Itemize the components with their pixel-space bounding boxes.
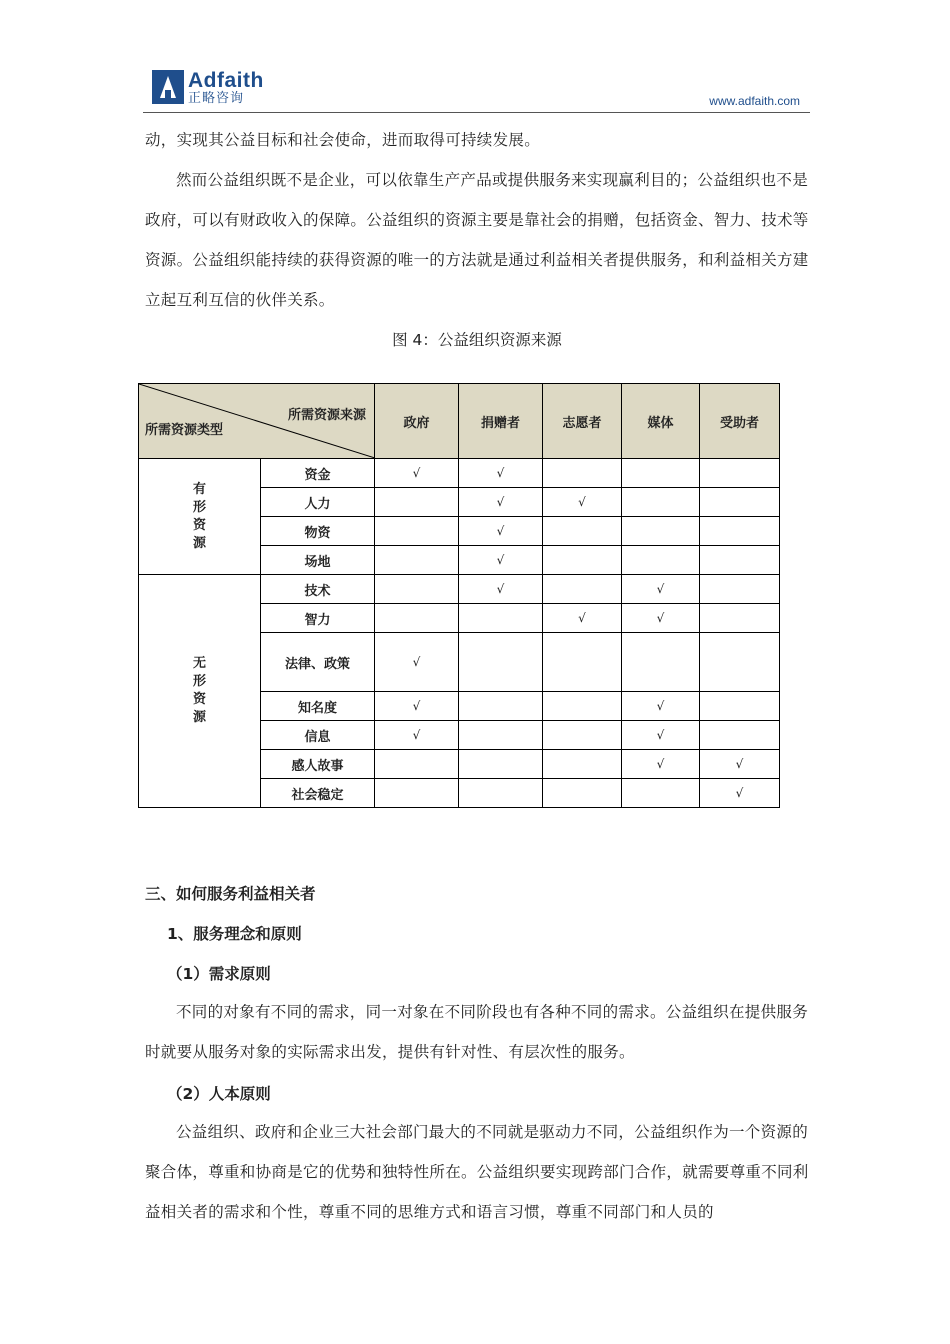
principle-heading-2: （2）人本原则 [167,1085,271,1103]
check-cell: √ [459,488,543,517]
check-cell [375,575,459,604]
group-label-text: 无形资源 [192,656,206,725]
row-label: 社会稳定 [261,779,375,808]
table-row [139,459,780,488]
check-cell [700,692,780,721]
resource-table [138,383,780,808]
row-label: 感人故事 [261,750,375,779]
check-cell [700,633,780,692]
subsection-heading: 1、服务理念和原则 [167,925,302,943]
row-label: 物资 [261,517,375,546]
check-cell: √ [375,721,459,750]
check-cell [622,546,700,575]
paragraph-3: 不同的对象有不同的需求，同一对象在不同阶段也有各种不同的需求。公益组织在提供服务时就要从服务对象的实际需求出发，提供有针对性、有层次性的服务。 [145,1003,809,1061]
check-cell: √ [375,633,459,692]
website-link[interactable]: www.adfaith.com [709,94,800,108]
check-cell [622,633,700,692]
check-cell [700,604,780,633]
check-cell [700,546,780,575]
check-cell [459,692,543,721]
check-cell [459,721,543,750]
check-cell [700,721,780,750]
check-cell [700,517,780,546]
row-label: 技术 [261,575,375,604]
company-logo [152,70,264,105]
check-cell [459,779,543,808]
check-cell [459,633,543,692]
table-corner-header [139,384,375,459]
figure-caption: 图 4：公益组织资源来源 [392,331,562,349]
corner-type-label: 所需资源类型 [145,423,224,438]
row-label: 知名度 [261,692,375,721]
check-cell: √ [543,604,622,633]
check-cell [543,692,622,721]
check-cell [543,575,622,604]
row-label: 信息 [261,721,375,750]
row-label: 法律、政策 [261,633,375,692]
check-cell [700,459,780,488]
check-cell [622,517,700,546]
check-cell: √ [622,692,700,721]
check-cell: √ [700,779,780,808]
row-label: 场地 [261,546,375,575]
column-header: 政府 [375,384,459,459]
paragraph-4: 公益组织、政府和企业三大社会部门最大的不同就是驱动力不同，公益组织作为一个资源的聚合体，尊重和协商是它的优势和独特性所在。公益组织要实现跨部门合作，就需要尊重不同利益相关者的需求和个性，尊重不同的思维方式和语言习惯，尊重不同部门和人员的 [145,1123,809,1221]
check-cell [375,604,459,633]
check-cell: √ [375,459,459,488]
column-header: 媒体 [622,384,700,459]
row-label: 人力 [261,488,375,517]
row-label: 智力 [261,604,375,633]
row-label: 资金 [261,459,375,488]
group-label [139,575,261,808]
check-cell [543,517,622,546]
check-cell [459,604,543,633]
check-cell [543,721,622,750]
column-header: 受助者 [700,384,780,459]
column-header: 志愿者 [543,384,622,459]
check-cell: √ [622,721,700,750]
group-label-text: 有形资源 [192,481,206,551]
check-cell [622,779,700,808]
table-row [139,575,780,604]
check-cell [700,488,780,517]
logo-english: Adfaith [188,69,264,92]
check-cell: √ [459,575,543,604]
check-cell: √ [459,546,543,575]
section-heading: 三、如何服务利益相关者 [145,885,316,903]
check-cell [375,517,459,546]
corner-source-label: 所需资源来源 [287,408,366,423]
check-cell: √ [700,750,780,779]
group-label [139,459,261,575]
principle-heading-1: （1）需求原则 [167,965,271,983]
logo-chinese: 正略咨询 [188,91,245,106]
paragraph-2: 然而公益组织既不是企业，可以依靠生产产品或提供服务来实现赢利目的；公益组织也不是政府，可以有财政收入的保障。公益组织的资源主要是靠社会的捐赠，包括资金、智力、技术等资源。公益组织能持续的获得资源的唯一的方法就是通过利益相关者提供服务，和利益相关方建立起互利互信的伙伴关系。 [145,171,809,309]
check-cell: √ [459,517,543,546]
check-cell [459,750,543,779]
check-cell: √ [543,488,622,517]
check-cell [543,459,622,488]
check-cell [543,750,622,779]
check-cell: √ [622,750,700,779]
check-cell [375,546,459,575]
check-cell [375,779,459,808]
check-cell [543,779,622,808]
paragraph-1: 动，实现其公益目标和社会使命，进而取得可持续发展。 [145,131,541,149]
check-cell [622,488,700,517]
check-cell [375,750,459,779]
check-cell: √ [375,692,459,721]
page-header [143,66,810,113]
check-cell [543,546,622,575]
logo-a-icon [152,70,184,104]
check-cell [622,459,700,488]
check-cell: √ [459,459,543,488]
check-cell [543,633,622,692]
check-cell [375,488,459,517]
column-header: 捐赠者 [459,384,543,459]
check-cell: √ [622,604,700,633]
check-cell [700,575,780,604]
check-cell: √ [622,575,700,604]
